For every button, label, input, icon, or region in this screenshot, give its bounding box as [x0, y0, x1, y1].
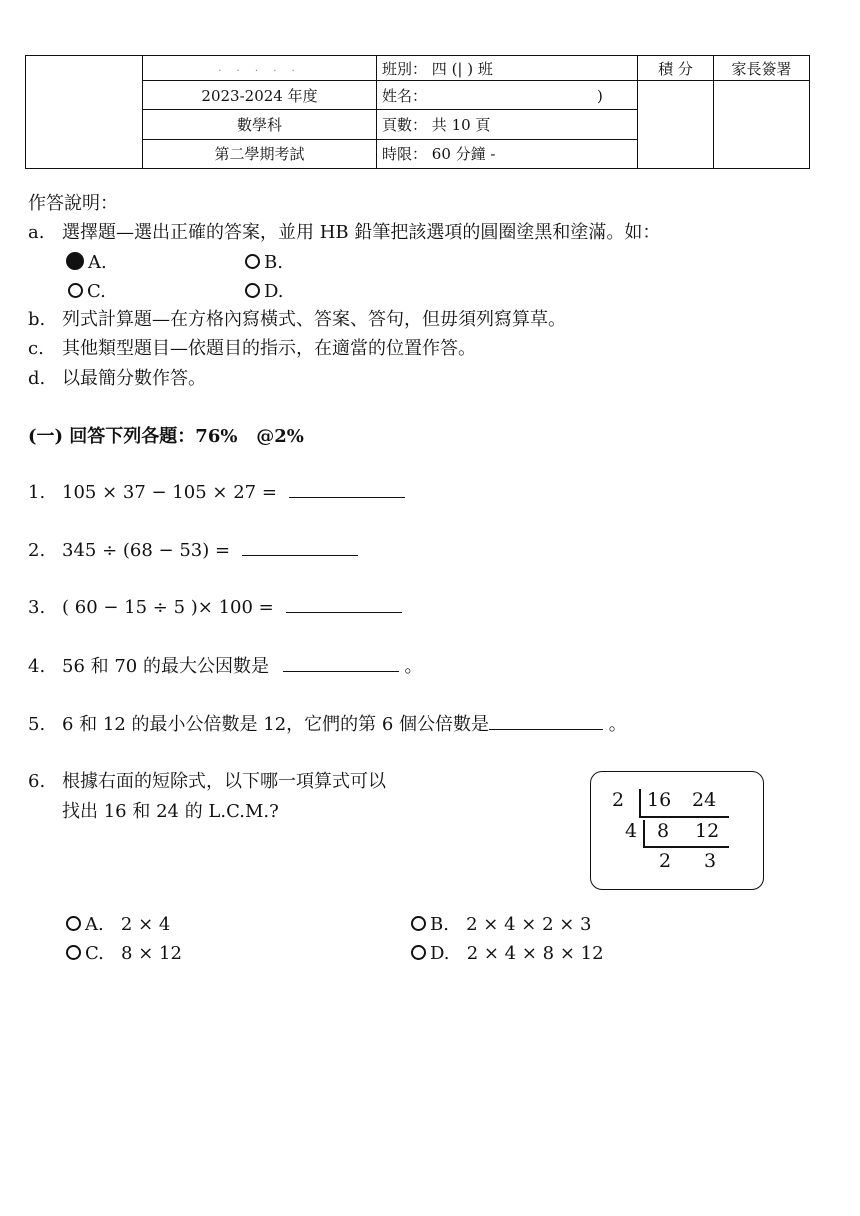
- example-option-a-filled: A.: [66, 250, 107, 276]
- division-bar-horizontal-1: [639, 816, 729, 818]
- answer-blank-4[interactable]: [283, 653, 399, 672]
- question-4: 4. 56 和 70 的最大公因數是 。: [28, 653, 422, 680]
- class-field[interactable]: 班別： 四 (| ) 班: [377, 56, 638, 81]
- option-d[interactable]: D. 2 × 4 × 8 × 12: [411, 941, 604, 967]
- question-5: 5. 6 和 12 的最小公倍數是 12，它們的第 6 個公倍數是 。: [28, 711, 627, 738]
- exam-header-table: [25, 55, 810, 169]
- option-b[interactable]: B. 2 × 4 × 2 × 3: [411, 912, 592, 938]
- result-2: 2: [659, 850, 672, 872]
- pages-info: 頁數： 共 10 頁: [377, 110, 638, 139]
- instruction-c: c. 其他類型題目—依題目的指示，在適當的位置作答。: [28, 338, 476, 359]
- example-option-d: D.: [245, 279, 284, 305]
- exam-name: 第二學期考試: [143, 139, 377, 168]
- division-bar-vertical-1: [639, 789, 641, 817]
- answer-blank-5[interactable]: [489, 711, 603, 730]
- score-box[interactable]: [638, 81, 714, 169]
- empty-circle-icon[interactable]: [66, 945, 81, 960]
- question-1: 1. 105 × 37 − 105 × 27 =: [28, 479, 405, 506]
- option-a[interactable]: A. 2 × 4: [66, 912, 170, 938]
- result-3: 3: [704, 850, 717, 872]
- subject: 數學科: [143, 110, 377, 139]
- instruction-d: d. 以最簡分數作答。: [28, 368, 206, 389]
- answer-blank-3[interactable]: [286, 594, 402, 613]
- division-bar-vertical-2: [643, 820, 645, 847]
- empty-circle-icon[interactable]: [411, 945, 426, 960]
- answer-blank-2[interactable]: [242, 537, 358, 556]
- divisor-1: 2: [612, 789, 625, 811]
- time-limit: 時限： 60 分鐘 -: [377, 139, 638, 168]
- parent-signature-box[interactable]: [714, 81, 810, 169]
- empty-circle-icon: [245, 254, 260, 269]
- dividend-16: 16: [647, 789, 672, 811]
- name-field[interactable]: 姓名： ): [377, 81, 638, 110]
- option-c[interactable]: C. 8 × 12: [66, 941, 182, 967]
- parent-signature-label: 家長簽署: [714, 56, 810, 81]
- empty-circle-icon[interactable]: [66, 916, 81, 931]
- question-6-line2: 找出 16 和 24 的 L.C.M.?: [62, 801, 279, 822]
- example-option-c: C.: [68, 279, 106, 305]
- header-dots: . . . . .: [143, 56, 377, 81]
- question-2: 2. 345 ÷ (68 − 53) =: [28, 537, 358, 564]
- question-6: 6. 根據右面的短除式，以下哪一項算式可以: [28, 771, 386, 792]
- answer-blank-1[interactable]: [289, 479, 405, 498]
- school-logo-area: [26, 56, 143, 169]
- instruction-a: a. 選擇題—選出正確的答案，並用 HB 鉛筆把該選項的圓圈塗黑和塗滿。如：: [28, 222, 661, 243]
- divisor-2: 4: [625, 820, 638, 842]
- empty-circle-icon: [245, 283, 260, 298]
- quotient-12: 12: [695, 820, 720, 842]
- filled-circle-icon: [66, 252, 84, 270]
- quotient-8: 8: [657, 820, 670, 842]
- question-3: 3. ( 60 − 15 ÷ 5 )× 100 =: [28, 594, 402, 621]
- school-year: 2023-2024 年度: [143, 81, 377, 110]
- empty-circle-icon[interactable]: [411, 916, 426, 931]
- score-label: 積 分: [638, 56, 714, 81]
- dividend-24: 24: [692, 789, 717, 811]
- division-bar-horizontal-2: [643, 846, 729, 848]
- example-option-b: B.: [245, 250, 283, 276]
- empty-circle-icon: [68, 283, 83, 298]
- instruction-b: b. 列式計算題—在方格內寫橫式、答案、答句，但毋須列寫算草。: [28, 309, 566, 330]
- section-title: (一) 回答下列各題：76% @2%: [28, 426, 304, 447]
- instructions-title: 作答說明：: [28, 193, 118, 214]
